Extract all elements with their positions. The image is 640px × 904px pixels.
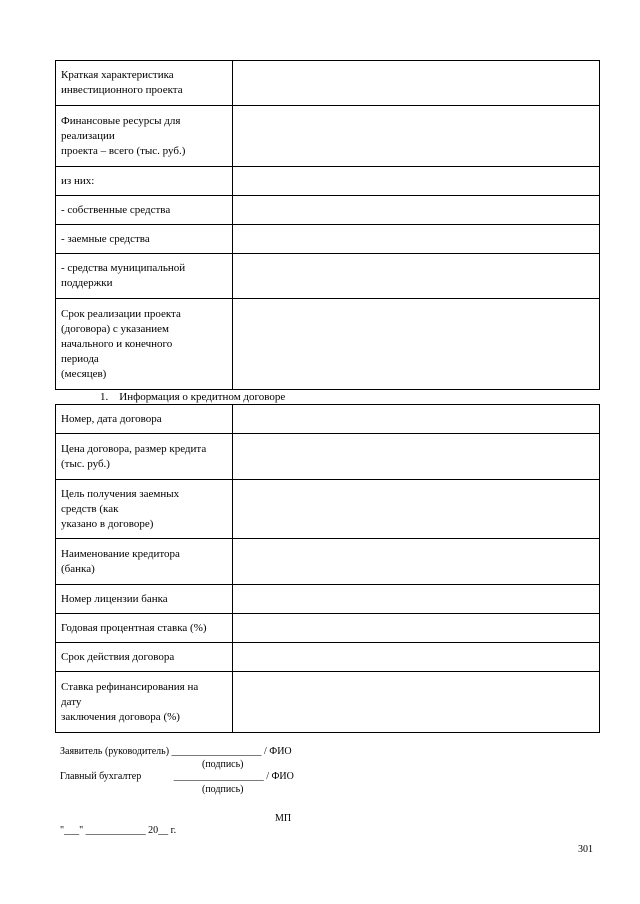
row-value — [233, 434, 600, 480]
page-number: 301 — [578, 844, 593, 855]
row-value — [233, 254, 600, 299]
row-label: Финансовые ресурсы для реализации проекта – всего (тыс. руб.) — [56, 106, 233, 167]
accountant-signature-caption: (подпись) — [202, 784, 244, 795]
table-row — [56, 614, 600, 643]
row-label: - средства муниципальной поддержки — [56, 254, 233, 299]
row-value — [233, 405, 600, 434]
table-row — [56, 539, 600, 585]
row-label: - заемные средства — [56, 225, 233, 254]
row-label: из них: — [56, 167, 233, 196]
row-value — [233, 539, 600, 585]
table-row — [56, 299, 600, 390]
applicant-signature-caption: (подпись) — [202, 759, 244, 770]
row-value — [233, 167, 600, 196]
row-value — [233, 61, 600, 106]
row-label: - собственные средства — [56, 196, 233, 225]
accountant-signature-line: Главный бухгалтер __________________ / ФИО — [60, 771, 294, 782]
project-info-table — [55, 60, 600, 390]
row-label: Срок действия договора — [56, 643, 233, 672]
row-label: Цель получения заемных средств (как указано в договоре) — [56, 480, 233, 539]
row-value — [233, 585, 600, 614]
row-label: Срок реализации проекта (договора) с указанием начального и конечного периода (месяцев) — [56, 299, 233, 390]
row-label: Ставка рефинансирования на дату заключения договора (%) — [56, 672, 233, 733]
applicant-signature-line: Заявитель (руководитель) __________________ / ФИО — [60, 746, 292, 757]
row-label: Номер лицензии банка — [56, 585, 233, 614]
row-label: Цена договора, размер кредита (тыс. руб.) — [56, 434, 233, 480]
date-line: "___" ____________ 20__ г. — [60, 825, 177, 836]
section-heading: 1. Информация о кредитном договоре — [100, 391, 286, 403]
table-row — [56, 254, 600, 299]
table-row — [56, 672, 600, 733]
row-value — [233, 614, 600, 643]
row-label: Наименование кредитора (банка) — [56, 539, 233, 585]
row-label: Номер, дата договора — [56, 405, 233, 434]
stamp-placeholder: МП — [275, 813, 292, 824]
table-row — [56, 405, 600, 434]
row-value — [233, 225, 600, 254]
table-row — [56, 434, 600, 480]
row-value — [233, 672, 600, 733]
credit-agreement-table — [55, 404, 600, 733]
table-row — [56, 480, 600, 539]
row-value — [233, 196, 600, 225]
row-value — [233, 643, 600, 672]
table-row — [56, 643, 600, 672]
row-value — [233, 480, 600, 539]
table-row — [56, 61, 600, 106]
row-label: Годовая процентная ставка (%) — [56, 614, 233, 643]
table-row — [56, 167, 600, 196]
row-value — [233, 106, 600, 167]
table-row — [56, 196, 600, 225]
table-row — [56, 106, 600, 167]
row-value — [233, 299, 600, 390]
table-row — [56, 585, 600, 614]
row-label: Краткая характеристика инвестиционного проекта — [56, 61, 233, 106]
table-row — [56, 225, 600, 254]
